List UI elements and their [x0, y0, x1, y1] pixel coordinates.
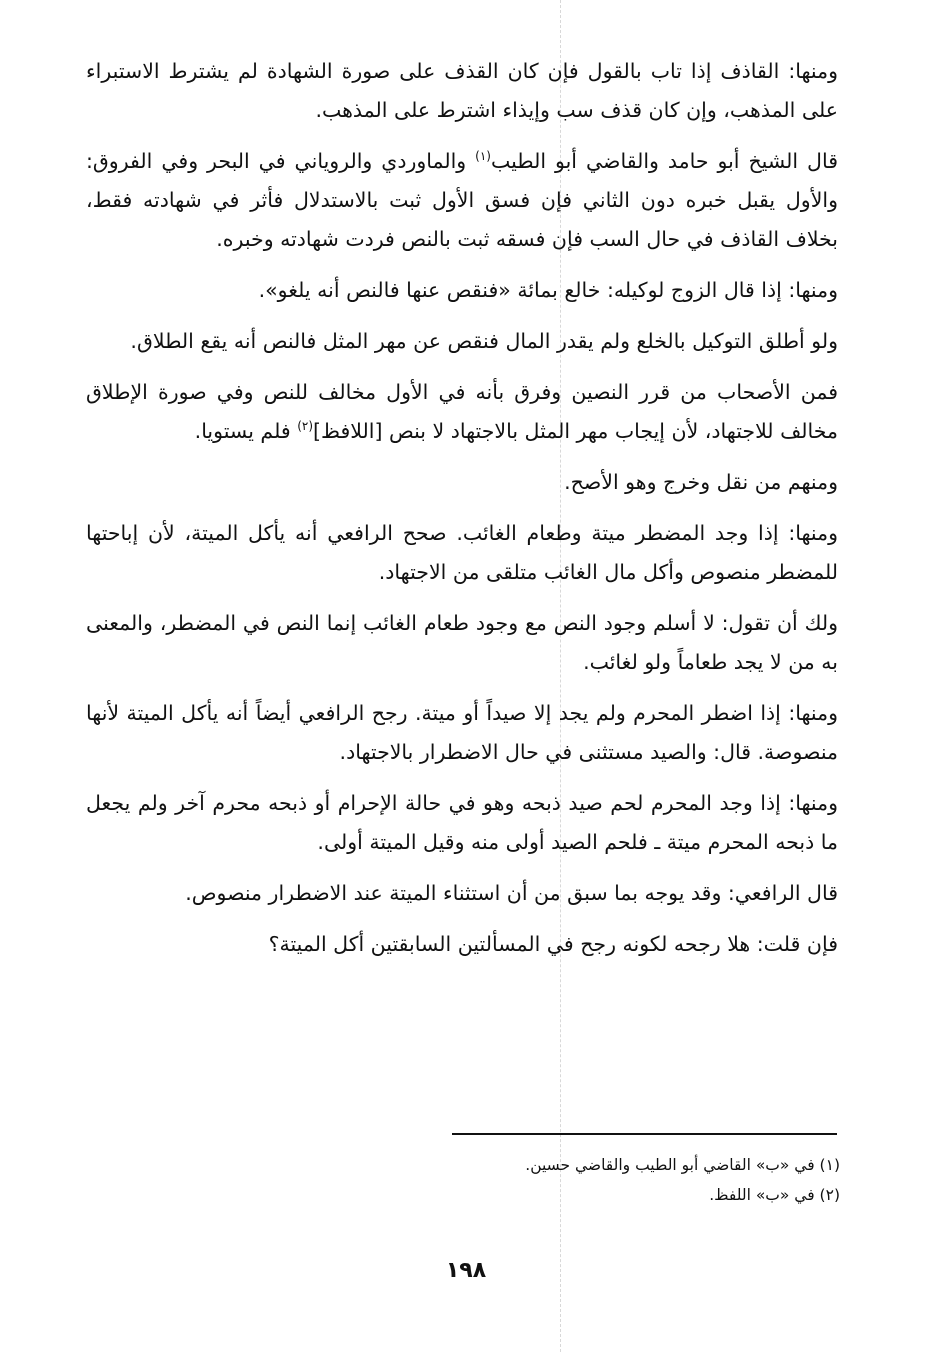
footnote-marker-2: (٢) [297, 419, 314, 434]
footnote-1: (١) في «ب» القاضي أبو الطيب والقاضي حسين. [525, 1156, 840, 1174]
paragraph-4: ولو أطلق التوكيل بالخلع ولم يقدر المال فنقص عن مهر المثل فالنص أنه يقع الطلاق. [130, 329, 838, 353]
footnote-separator [452, 1133, 837, 1135]
page-number: ١٩٨ [445, 1258, 487, 1283]
main-text [86, 52, 838, 976]
paragraph-3: ومنها: إذا قال الزوج لوكيله: خالع بمائة «فنقص عنها فالنص أنه يلغو». [258, 278, 838, 302]
paragraph-5-text: فمن الأصحاب من قرر النصين وفرق بأنه في الأول مخالف للنص وفي صورة الإطلاق مخالف للاجتهاد، لأن إيجاب مهر المثل بالاجتهاد لا بنص [86, 380, 838, 443]
paragraph-10: ومنها: إذا وجد المحرم لحم صيد ذبحه وهو في حالة الإحرام أو ذبحه محرم آخر ولم يجعل ما ذبحه المحرم ميتة ـ فلحم الصيد أولى منه وقيل الميتة أولى. [86, 791, 838, 854]
paragraph-11: قال الرافعي: وقد يوجه بما سبق من أن استثناء الميتة عند الاضطرار منصوص. [185, 881, 838, 905]
paragraph-2-cont: والماوردي والروياني في البحر وفي [161, 149, 476, 173]
paragraph-8: ولك أن تقول: لا أسلم وجود النص مع وجود طعام الغائب إنما النص في المضطر، والمعنى به من لا يجد طعاماً ولو لغائب. [86, 611, 838, 674]
paragraph-5-end: فلم يستويا. [194, 419, 291, 443]
paragraph-2 [86, 142, 838, 259]
paragraph-9: ومنها: إذا اضطر المحرم ولم يجد إلا صيداً أو ميتة. رجح الرافعي أيضاً أنه يأكل الميتة لأنها منصوصة. قال: والصيد مستثنى في حال الاضطرار بالاجتهاد. [86, 701, 838, 764]
footnote-2: (٢) في «ب» اللفظ. [709, 1186, 840, 1204]
paragraph-5 [86, 373, 838, 451]
footnote-marker-1: (١) [475, 149, 491, 164]
paragraph-2-lead: قال الشيخ أبو حامد والقاضي أبو الطيب [490, 149, 838, 173]
paragraph-12: فإن قلت: هلا رجحه لكونه رجح في المسألتين السابقتين أكل الميتة؟ [268, 932, 838, 956]
paragraph-2-rest: الفروق: والأول يقبل خبره دون الثاني فإن فسق الأول ثبت بالاستدلال فأثر في شهادته فقط، بخلاف القاذف في حال السب فإن فسقه ثبت بالنص فردت شهادته وخبره. [86, 149, 838, 251]
paragraph-1: ومنها: القاذف إذا تاب بالقول فإن كان القذف على صورة الشهادة لم يشترط الاستبراء على المذهب، وإن كان قذف سب وإيذاء اشترط على المذهب. [86, 59, 838, 122]
paragraph-6: ومنهم من نقل وخرج وهو الأصح. [564, 470, 838, 494]
paragraph-5-bracket: [اللافظ] [313, 419, 389, 443]
paragraph-7: ومنها: إذا وجد المضطر ميتة وطعام الغائب. صحح الرافعي أنه يأكل الميتة، لأن إباحتها للمضطر منصوص وأكل مال الغائب متلقى من الاجتهاد. [86, 521, 838, 584]
footnotes [300, 1150, 840, 1210]
